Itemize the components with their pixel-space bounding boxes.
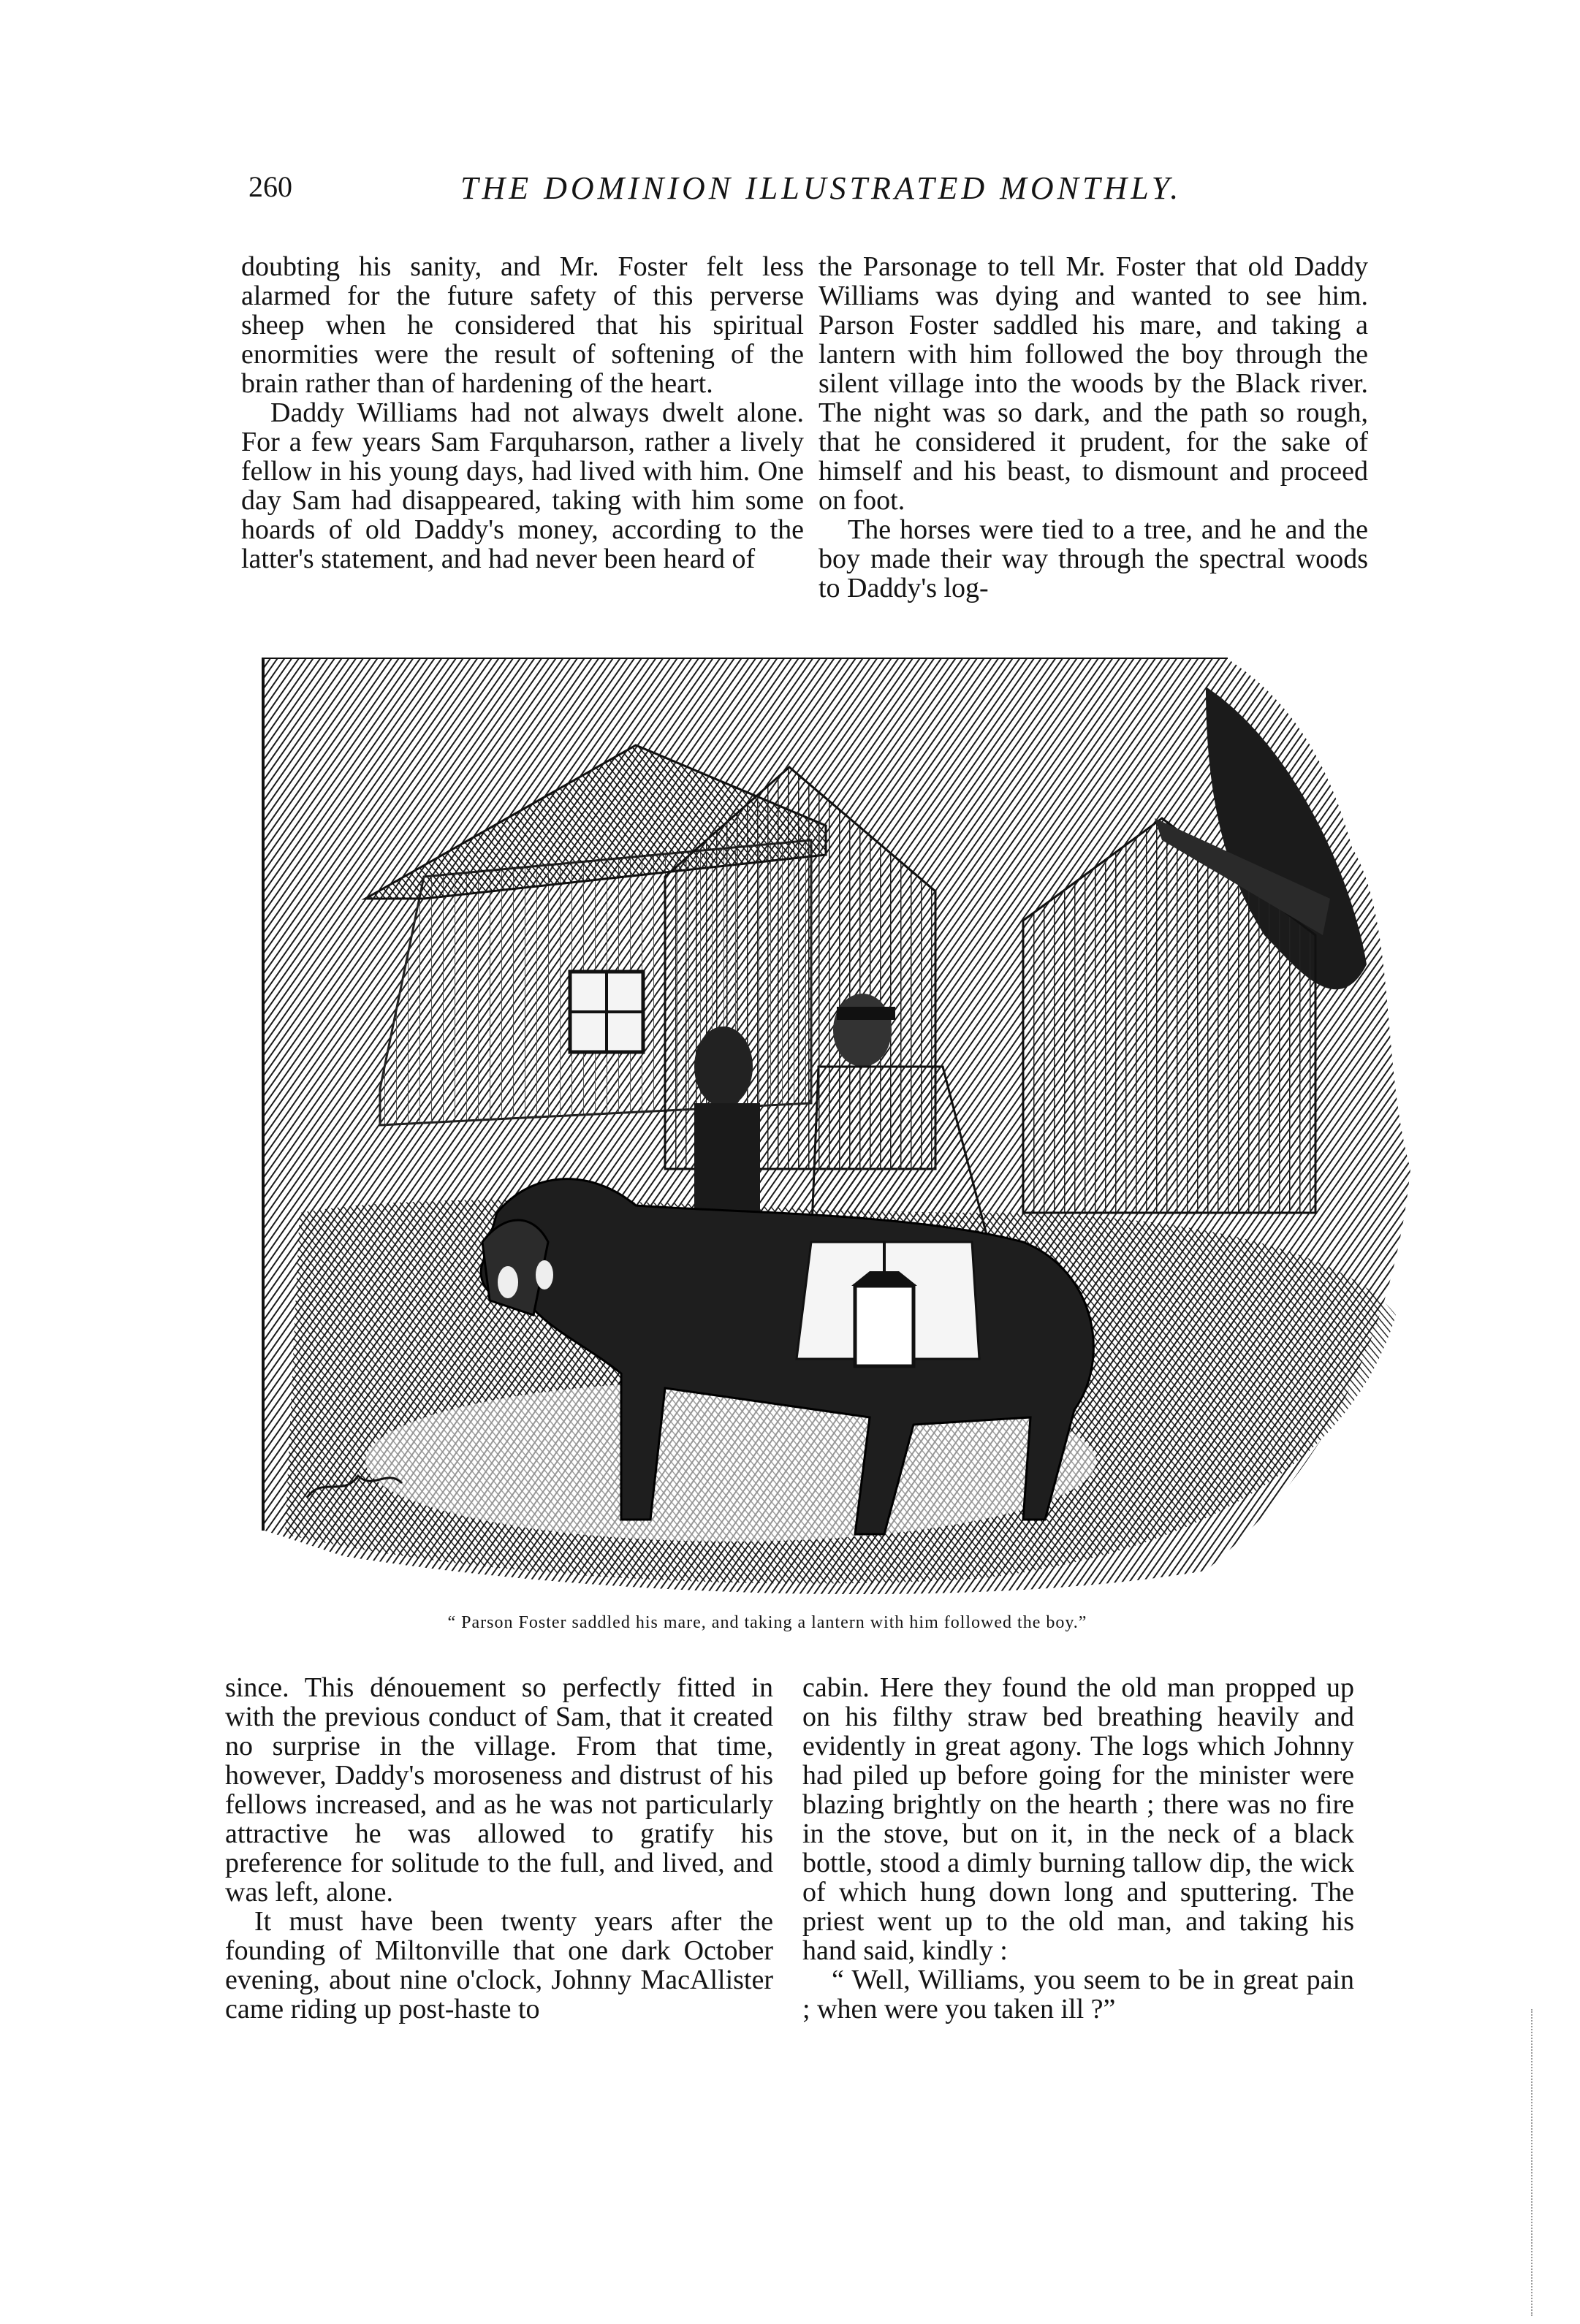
column-bottom-left <box>225 1673 773 2024</box>
page-number: 260 <box>248 170 292 203</box>
column-top-right <box>819 252 1368 603</box>
paragraph: It must have been twenty years after the founding of Miltonville that one dark October evening, about nine o'clock, Johnny MacAllister came riding up post-haste to <box>225 1906 773 2024</box>
column-top-left <box>241 252 804 574</box>
running-title: THE DOMINION ILLUSTRATED MONTHLY. <box>460 170 1182 206</box>
paragraph: “ Well, Williams, you seem to be in great pain ; when were you taken ill ?” <box>802 1965 1354 2024</box>
engraving-illustration <box>256 658 1425 1600</box>
illustration-caption: “ Parson Foster saddled his mare, and taking a lantern with him followed the boy.” <box>447 1613 1087 1632</box>
paragraph: doubting his sanity, and Mr. Foster felt less alarmed for the future safety of this perverse sheep when he considered that his spiritual enormities were the result of softening of the brain rather than of hardening of the heart. <box>241 251 804 399</box>
page-header <box>248 169 1374 213</box>
paragraph: Daddy Williams had not always dwelt alone. For a few years Sam Farquharson, rather a lively fellow in his young days, had lived with him. One day Sam had disappeared, taking with him some hoards of old Daddy's money, according to the latter's statement, and had never been heard of <box>241 397 804 574</box>
paragraph: the Parsonage to tell Mr. Foster that old Daddy Williams was dying and wanted to see him. Parson Foster saddled his mare, and taking a lantern with him followed the boy through the silent village into the woods by the Black river. The night was so dark, and the path so rough, that he considered it prudent, for the sake of himself and his beast, to dismount and proceed on foot. <box>819 251 1368 516</box>
paragraph: cabin. Here they found the old man propped up on his filthy straw bed breathing heavily and evidently in great agony. The logs which Johnny had piled up before going for the minister were blazing brightly on the hearth ; there was no fire in the stove, but on it, in the neck of a black bottle, stood a dimly burning tallow dip, the wick of which hung down long and sputtering. The priest went up to the old man, and taking his hand said, kindly : <box>802 1672 1354 1966</box>
scan-margin-mark <box>1531 2009 1537 2316</box>
column-bottom-right <box>802 1673 1354 2024</box>
paragraph: The horses were tied to a tree, and he and the boy made their way through the spectral woods to Daddy's log- <box>819 514 1368 603</box>
paragraph: since. This dénouement so perfectly fitted in with the previous conduct of Sam, that it created no surprise in the village. From that time, however, Daddy's moroseness and distrust of his fellows increased, and as he was not particularly attractive he was allowed to gratify his preference for solitude to the full, and lived, and was left, alone. <box>225 1672 773 1908</box>
